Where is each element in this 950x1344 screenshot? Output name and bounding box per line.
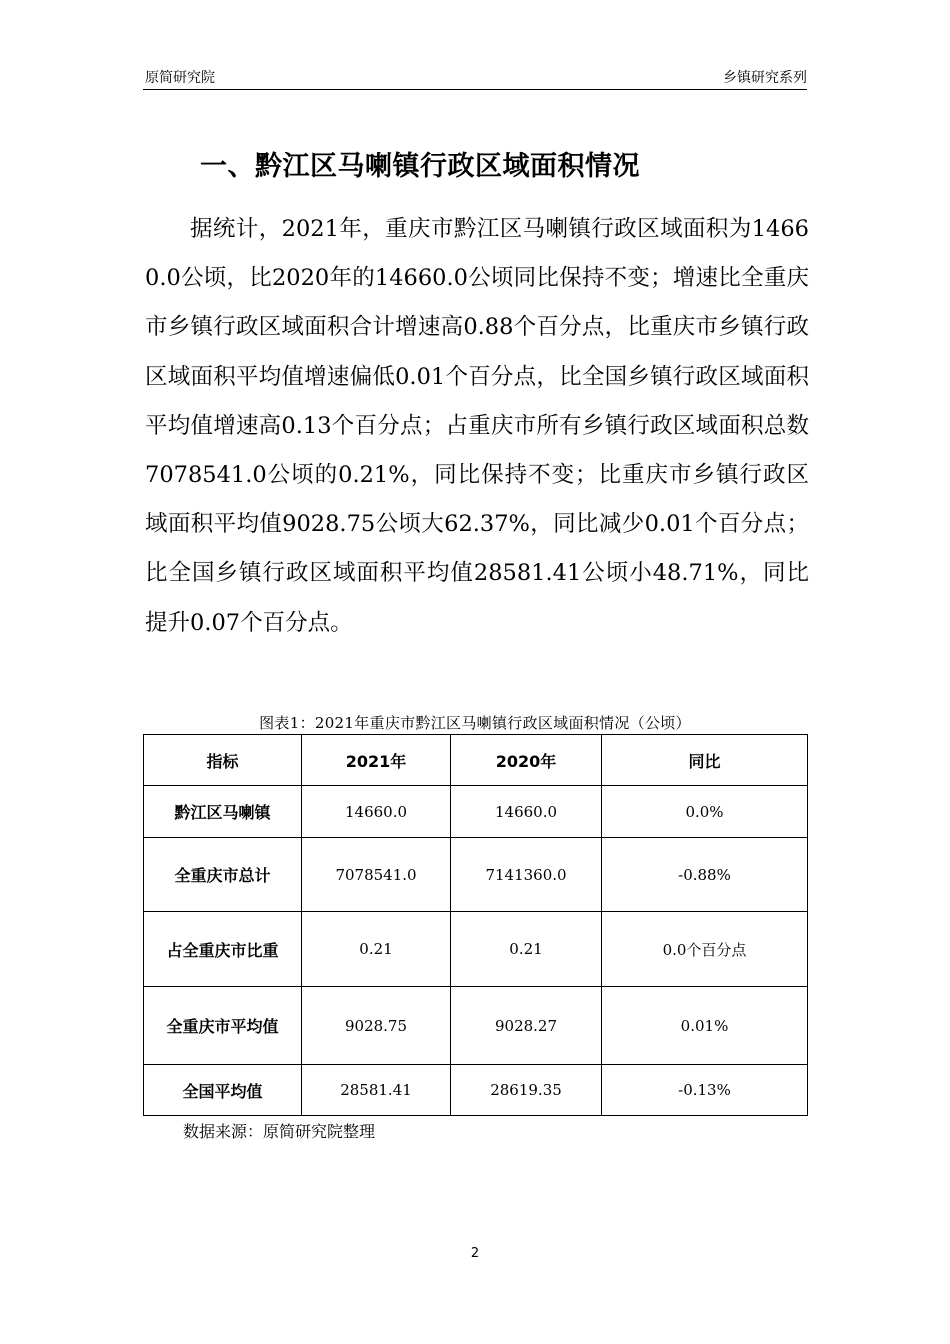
cell-2021: 7078541.0 (302, 838, 451, 912)
row-label: 占全重庆市比重 (144, 912, 302, 987)
col-header-indicator: 指标 (144, 735, 302, 786)
body-paragraph: 据统计，2021年，重庆市黔江区马喇镇行政区域面积为14660.0公顷，比2020年的14660.0公顷同比保持不变；增速比全重庆市乡镇行政区域面积合计增速高0.88个百分点，比重庆市乡镇行政区域面积平均值增速偏低0.01个百分点，比全国乡镇行政区域面积平均值增速高0.13个百分点；占重庆市所有乡镇行政区域面积总数7078541.0公顷的0.21%，同比保持不变；比重庆市乡镇行政区域面积平均值9028.75公顷大62.37%，同比减少0.01个百分点；比全国乡镇行政区域面积平均值28581.41公顷小48.71%，同比提升0.07个百分点。 (145, 216, 809, 636)
section-title: 一、黔江区马喇镇行政区域面积情况 (200, 151, 640, 182)
header-divider (143, 89, 807, 90)
table-row (144, 1065, 808, 1116)
cell-yoy: -0.88% (602, 838, 808, 912)
row-label: 全重庆市平均值 (144, 987, 302, 1065)
header-right-text: 乡镇研究系列 (723, 70, 807, 86)
cell-2020: 9028.27 (451, 987, 602, 1065)
cell-yoy: 0.0个百分点 (602, 912, 808, 987)
data-source-note: 数据来源：原简研究院整理 (183, 1122, 376, 1141)
cell-yoy: 0.0% (602, 786, 808, 838)
cell-2020: 14660.0 (451, 786, 602, 838)
cell-2020: 0.21 (451, 912, 602, 987)
page-number: 2 (470, 1246, 480, 1261)
row-label: 全重庆市总计 (144, 838, 302, 912)
row-label: 全国平均值 (144, 1065, 302, 1116)
cell-2021: 0.21 (302, 912, 451, 987)
table-row (144, 987, 808, 1065)
cell-yoy: 0.01% (602, 987, 808, 1065)
table-row (144, 786, 808, 838)
table-caption: 图表1：2021年重庆市黔江区马喇镇行政区域面积情况（公顷） (259, 714, 691, 732)
cell-2021: 14660.0 (302, 786, 451, 838)
cell-2020: 7141360.0 (451, 838, 602, 912)
table-row (144, 912, 808, 987)
cell-2020: 28619.35 (451, 1065, 602, 1116)
col-header-2020: 2020年 (451, 735, 602, 786)
cell-2021: 28581.41 (302, 1065, 451, 1116)
cell-yoy: -0.13% (602, 1065, 808, 1116)
cell-2021: 9028.75 (302, 987, 451, 1065)
header-left-text: 原简研究院 (145, 70, 215, 86)
table-row (144, 838, 808, 912)
row-label: 黔江区马喇镇 (144, 786, 302, 838)
col-header-yoy: 同比 (602, 735, 808, 786)
area-data-table (143, 734, 808, 1116)
table-header-row (144, 735, 808, 786)
col-header-2021: 2021年 (302, 735, 451, 786)
